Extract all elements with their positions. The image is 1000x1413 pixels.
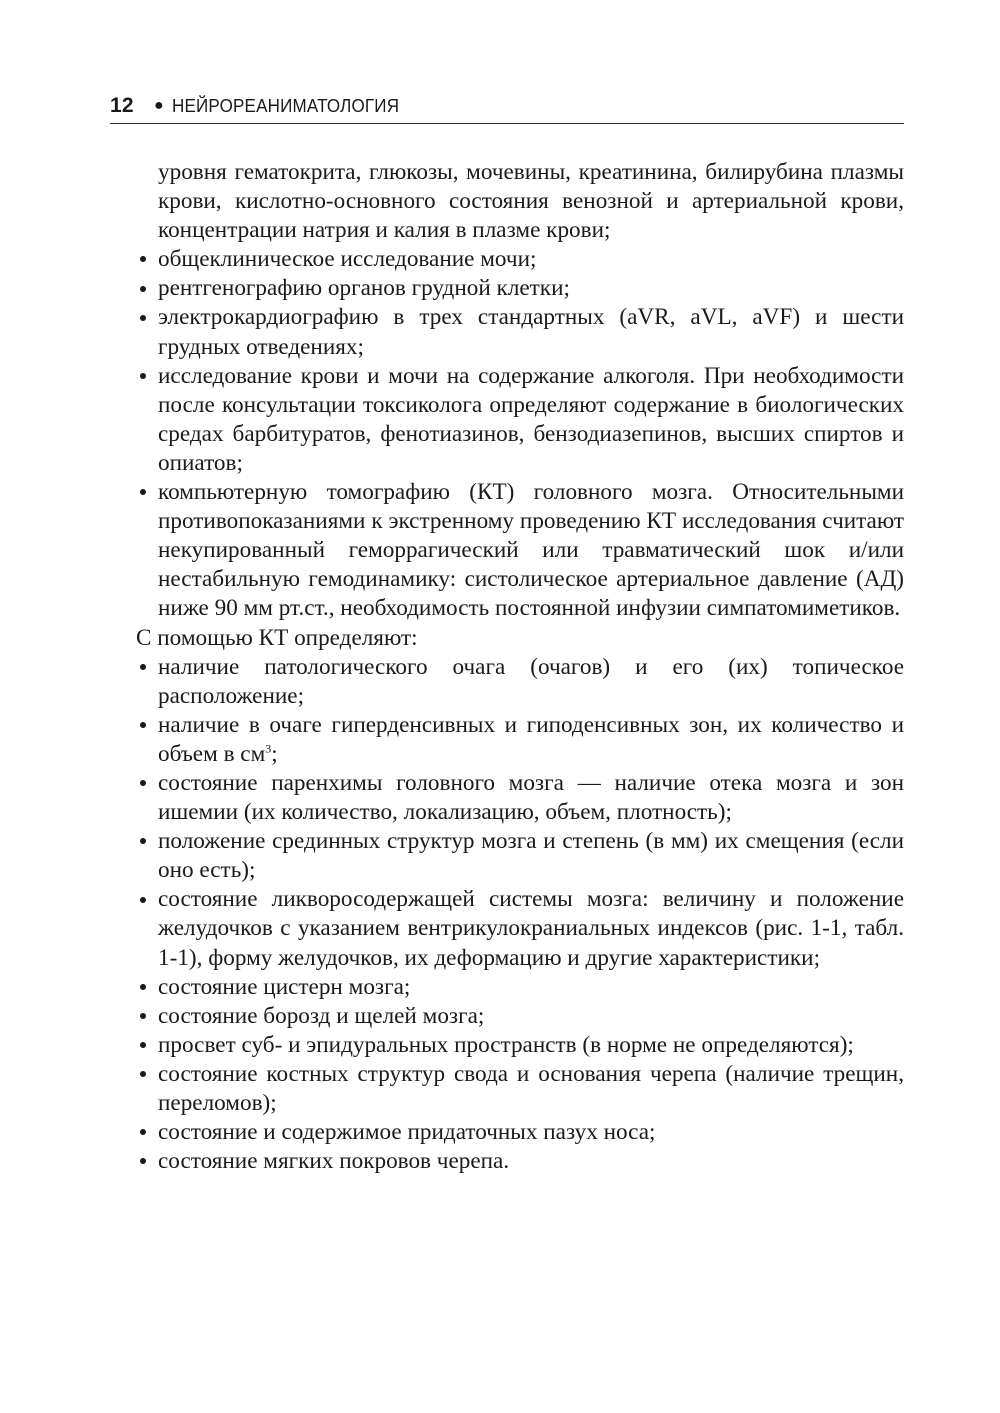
bullet-icon (136, 1118, 156, 1147)
list-item-tail: ; (271, 740, 278, 767)
bullet-icon (136, 478, 156, 507)
list-item (136, 303, 904, 361)
header-rule (110, 123, 904, 124)
list-item-text: электрокардиографию в трех стандартных (aVR, aVL, aVF) и шести грудных отведениях; (158, 304, 904, 360)
list-item (136, 885, 904, 972)
list-item (136, 653, 904, 711)
list-item-text: состояние и содержимое придаточных пазух носа; (158, 1119, 656, 1146)
list-item-text: состояние мягких покровов черепа. (158, 1148, 510, 1175)
paragraph (136, 624, 904, 653)
list-item (136, 1060, 904, 1118)
book-title: НЕЙРОРЕАНИМАТОЛОГИЯ (171, 95, 400, 116)
list-item (136, 274, 904, 303)
list-item (136, 1031, 904, 1060)
list-item (136, 245, 904, 274)
paragraph-text: С помощью КТ определяют: (136, 624, 418, 651)
list-item-text: общеклиническое исследование мочи; (158, 246, 537, 273)
paragraph-text: уровня гематокрита, глюкозы, мочевины, креатинина, билирубина плазмы крови, кислотно-основного состояния венозной и артериальной крови, концентрации натрия и калия в плазме крови; (158, 159, 904, 244)
list-item-text: состояние борозд и щелей мозга; (158, 1002, 485, 1029)
list-item (136, 827, 904, 885)
paragraph (136, 158, 904, 245)
page-number: 12 (110, 94, 134, 117)
superscript: 3 (265, 741, 272, 756)
header-bullet-icon: ● (154, 97, 164, 114)
body-text (136, 158, 904, 1176)
bullet-icon (136, 362, 156, 391)
list-item-text: просвет суб- и эпидуральных пространств (в норме не определяются); (158, 1031, 854, 1058)
bullet-icon (136, 885, 156, 914)
bullet-icon (136, 274, 156, 303)
list-item-text: состояние ликворосодержащей системы мозга: величину и положение желудочков с указанием вентрикулокраниальных индексов (рис. 1-1, табл. 1-1), форму желудочков, их деформацию и другие характеристики; (158, 886, 904, 971)
bullet-icon (136, 653, 156, 682)
bullet-icon (136, 1031, 156, 1060)
bullet-icon (136, 245, 156, 274)
list-item (136, 1002, 904, 1031)
list-item-text: рентгенографию органов грудной клетки; (158, 275, 570, 302)
running-head (110, 91, 904, 121)
bullet-icon (136, 1060, 156, 1089)
list-item-text: состояние цистерн мозга; (158, 973, 411, 1000)
bullet-icon (136, 1002, 156, 1031)
list-item-text: исследование крови и мочи на содержание алкоголя. При необходимости после консультации токсиколога определяют содержание в биологических средах барбитуратов, фенотиазинов, бензодиазепинов, высших спиртов и опиатов; (158, 362, 904, 476)
list-item (136, 1147, 904, 1176)
list-item-text: наличие патологического очага (очагов) и его (их) топическое расположение; (158, 653, 904, 709)
list-item-text: положение срединных структур мозга и степень (в мм) их смещения (если оно есть); (158, 828, 904, 884)
bullet-icon (136, 827, 156, 856)
bullet-icon (136, 1147, 156, 1176)
bullet-icon (136, 711, 156, 740)
list-item-text: наличие в очаге гиперденсивных и гиподенсивных зон, их количество и объем в см (158, 711, 904, 767)
bullet-icon (136, 973, 156, 1002)
bullet-icon (136, 303, 156, 332)
list-item (136, 1118, 904, 1147)
list-item-text: компьютерную томографию (КТ) головного мозга. Относительными противопоказаниями к экстренному проведению КТ исследования считают некупированный геморрагический или травматический шок и/или нестабильную гемодинамику: систолическое артериальное давление (АД) ниже 90 мм рт.ст., необходимость постоянной инфузии симпатомиметиков. (158, 479, 904, 622)
bullet-icon (136, 769, 156, 798)
list-item (136, 362, 904, 478)
list-item (136, 711, 904, 769)
list-item (136, 478, 904, 623)
list-item-text: состояние костных структур свода и основания черепа (наличие трещин, переломов); (158, 1060, 904, 1116)
list-item (136, 973, 904, 1002)
list-item-text: состояние паренхимы головного мозга — наличие отека мозга и зон ишемии (их количество, локализацию, объем, плотность); (158, 769, 904, 826)
list-item (136, 769, 904, 827)
